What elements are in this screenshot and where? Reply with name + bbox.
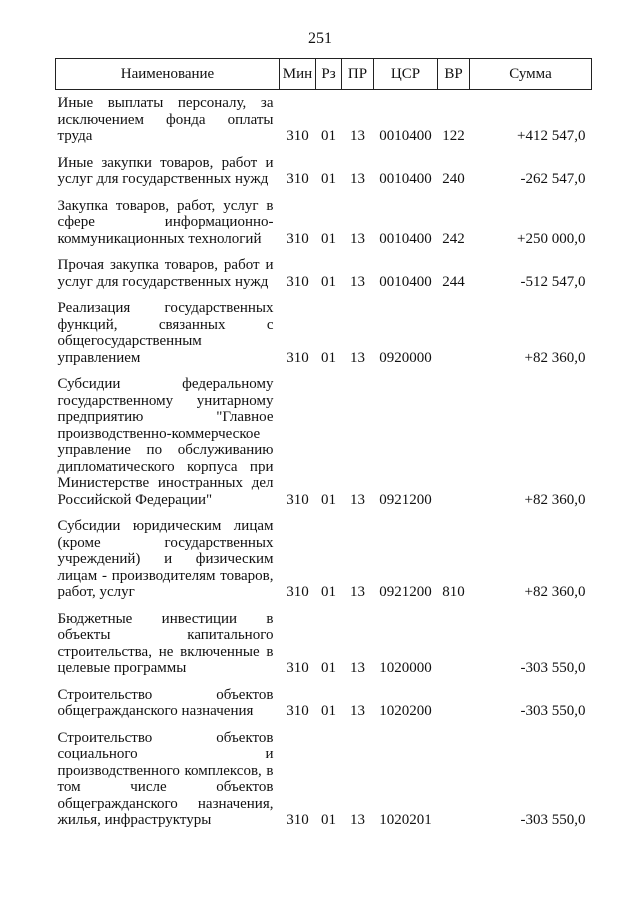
row-sum: -512 547,0 xyxy=(520,273,586,290)
row-pr: 13 xyxy=(350,171,365,187)
table-row xyxy=(56,682,592,725)
row-pr: 13 xyxy=(350,812,365,828)
row-csr: 0921200 xyxy=(379,491,432,508)
header-vr: ВР xyxy=(438,59,470,90)
row-sum: +250 000,0 xyxy=(517,230,586,247)
row-sum: -262 547,0 xyxy=(520,171,586,187)
row-rz: 01 xyxy=(321,230,336,247)
row-pr: 13 xyxy=(350,703,365,719)
table-row xyxy=(56,371,592,513)
row-rz: 01 xyxy=(321,812,336,828)
row-pr: 13 xyxy=(350,491,365,508)
row-name: Бюджетные инвестиции в объекты капитального строительства, не включенные в целевые программы xyxy=(57,610,274,676)
header-pr: ПР xyxy=(342,59,374,90)
row-sum: -303 550,0 xyxy=(520,660,586,676)
row-csr: 1020200 xyxy=(379,703,432,719)
budget-table xyxy=(55,58,592,834)
table-row xyxy=(56,193,592,253)
row-sum: +82 360,0 xyxy=(524,584,586,600)
row-csr: 0921200 xyxy=(379,584,432,600)
table-row xyxy=(56,606,592,682)
row-rz: 01 xyxy=(321,660,336,676)
row-pr: 13 xyxy=(350,349,365,366)
table-header xyxy=(56,59,592,90)
row-csr: 0010400 xyxy=(379,171,432,187)
row-sum: -303 550,0 xyxy=(520,812,586,828)
row-vr xyxy=(438,371,470,513)
row-min: 310 xyxy=(286,660,309,676)
row-name: Реализация государственных функций, связанных с общегосударственным управлением xyxy=(57,300,274,366)
row-min: 310 xyxy=(286,230,309,247)
table-row xyxy=(56,252,592,295)
header-min: Мин xyxy=(280,59,316,90)
row-rz: 01 xyxy=(321,703,336,719)
row-pr: 13 xyxy=(350,273,365,290)
row-vr xyxy=(438,682,470,725)
row-csr: 0920000 xyxy=(379,349,432,366)
row-pr: 13 xyxy=(350,584,365,600)
row-min: 310 xyxy=(286,171,309,187)
table-row xyxy=(56,90,592,150)
row-pr: 13 xyxy=(350,230,365,247)
row-csr: 0010400 xyxy=(379,230,432,247)
row-min: 310 xyxy=(286,128,309,144)
row-vr: 810 xyxy=(442,584,465,600)
table-body xyxy=(56,90,592,834)
row-name: Иные выплаты персоналу, за исключением фонда оплаты труда xyxy=(57,95,274,144)
page-number: 251 xyxy=(308,30,332,47)
row-sum: +82 360,0 xyxy=(524,349,586,366)
header-name: Наименование xyxy=(56,59,280,90)
row-name: Прочая закупка товаров, работ и услуг для государственных нужд xyxy=(57,257,274,290)
row-vr: 244 xyxy=(442,273,465,290)
row-rz: 01 xyxy=(321,491,336,508)
row-pr: 13 xyxy=(350,660,365,676)
row-rz: 01 xyxy=(321,273,336,290)
header-rz: Рз xyxy=(316,59,342,90)
row-rz: 01 xyxy=(321,584,336,600)
table-row xyxy=(56,150,592,193)
row-vr xyxy=(438,606,470,682)
row-rz: 01 xyxy=(321,349,336,366)
header-sum: Сумма xyxy=(470,59,592,90)
row-min: 310 xyxy=(286,491,309,508)
row-csr: 1020201 xyxy=(379,812,432,828)
row-min: 310 xyxy=(286,273,309,290)
row-min: 310 xyxy=(286,703,309,719)
table-row xyxy=(56,513,592,606)
row-name: Закупка товаров, работ, услуг в сфере информационно-коммуникационных технологий xyxy=(57,197,274,247)
row-name: Иные закупки товаров, работ и услуг для государственных нужд xyxy=(57,154,274,187)
row-csr: 0010400 xyxy=(379,273,432,290)
row-pr: 13 xyxy=(350,128,365,144)
header-csr: ЦСР xyxy=(374,59,438,90)
row-min: 310 xyxy=(286,584,309,600)
row-csr: 0010400 xyxy=(379,128,432,144)
row-min: 310 xyxy=(286,812,309,828)
row-rz: 01 xyxy=(321,128,336,144)
row-vr: 242 xyxy=(442,230,465,247)
row-vr xyxy=(438,295,470,371)
row-sum: +82 360,0 xyxy=(524,491,586,508)
row-name: Субсидии федеральному государственному унитарному предприятию "Главное производственно-коммерческое управление по обслуживанию дипломатического корпуса при Министерстве иностранных дел Российской Федерации" xyxy=(57,376,274,508)
row-vr xyxy=(438,725,470,834)
row-name: Строительство объектов социального и производственного комплексов, в том числе объектов общегражданского назначения, жилья, инфраструктуры xyxy=(57,729,274,828)
row-sum: +412 547,0 xyxy=(517,128,586,144)
row-name: Строительство объектов общегражданского назначения xyxy=(57,686,274,719)
table-row xyxy=(56,725,592,834)
table-row xyxy=(56,295,592,371)
row-csr: 1020000 xyxy=(379,660,432,676)
row-sum: -303 550,0 xyxy=(520,703,586,719)
row-name: Субсидии юридическим лицам (кроме государственных учреждений) и физическим лицам - производителям товаров, работ, услуг xyxy=(57,518,274,600)
row-vr: 240 xyxy=(442,171,465,187)
row-vr: 122 xyxy=(442,128,465,144)
row-rz: 01 xyxy=(321,171,336,187)
row-min: 310 xyxy=(286,349,309,366)
